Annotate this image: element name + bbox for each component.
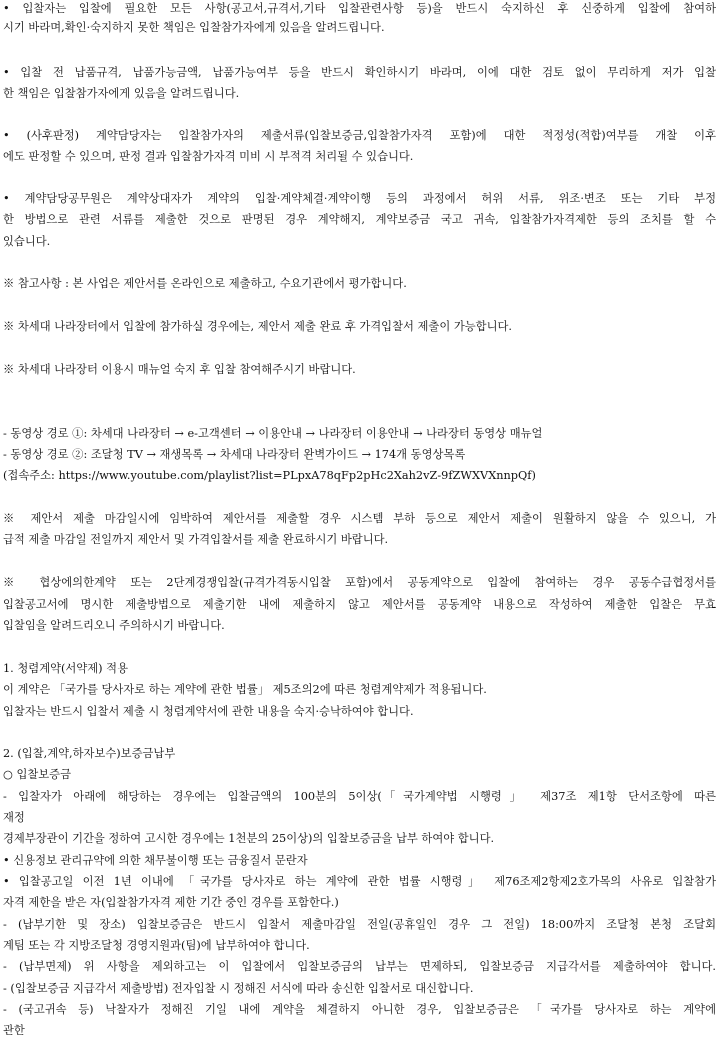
- text-line: 이 계약은 「국가를 당사자로 하는 계약에 관한 법률」 제5조의2에 따른 청렴계약제가 적용됩니다.: [3, 683, 487, 696]
- text-line: 1. 청렴계약(서약제) 적용: [3, 662, 128, 675]
- text-line: 경제부장관이 기간을 정하여 고시한 경우에는 1천분의 25이상)의 입찰보증금을 납부 하여야 합니다.: [3, 832, 495, 845]
- text-line: • 신용정보 관리규약에 의한 채무불이행 또는 금융질서 문란자: [3, 854, 308, 867]
- text-line: 재정: [3, 811, 25, 824]
- text-line: - 동영상 경로 ②: 조달청 TV → 재생목록 → 차세대 나라장터 완벽가이드 → 174개 동영상목록: [3, 448, 466, 461]
- text-line: 에도 판정할 수 있으며, 판정 결과 입찰참가자격 미비 시 부적격 처리될 수 있습니다.: [3, 150, 414, 163]
- text-line: 관한: [3, 1024, 25, 1037]
- text-line: 입찰임을 알려드리오니 주의하시기 바랍니다.: [3, 619, 225, 632]
- text-line: (접속주소: https://www.youtube.com/playlist?list=PLpxA78qFp2pHc2Xah2vZ-9fZWXVXnnpQf): [3, 469, 536, 482]
- text-line: ※ 차세대 나라장터 이용시 매뉴얼 숙지 후 입찰 참여해주시기 바랍니다.: [3, 363, 356, 376]
- text-line: - 동영상 경로 ①: 차세대 나라장터 → e-고객센터 → 이용안내 → 나라장터 이용안내 → 나라장터 동영상 매뉴얼: [3, 427, 543, 440]
- text-line: 한 책임은 입찰참가자에게 있음을 알려드립니다.: [3, 87, 240, 100]
- text-line: - (납부기한 및 장소) 입찰보증금은 반드시 입찰서 제출마감일 전일(공휴일인 경우 그 전일) 18:00까지 조달청 본청 조달회: [3, 918, 716, 931]
- text-line: 입찰자는 반드시 입찰서 제출 시 청렴계약서에 관한 내용을 숙지·승낙하여야 합니다.: [3, 705, 414, 718]
- text-line: - (납부면제) 위 사항을 제외하고는 이 입찰에서 입찰보증금의 납부는 면제하되, 입찰보증금 지급각서를 제출하여야 합니다.: [3, 960, 716, 973]
- text-line: - (국고귀속 등) 낙찰자가 정해진 기일 내에 계약을 체결하지 아니한 경우, 입찰보증금은 「국가를 당사자로 하는 계약에: [3, 1003, 716, 1016]
- text-line: - (입찰보증금 지급각서 제출방법) 전자입찰 시 정해진 서식에 따라 송신한 입찰서로 대신합니다.: [3, 982, 474, 995]
- text-line: • 계약담당공무원은 계약상대자가 계약의 입찰·계약체결·계약이행 등의 과정에서 허위 서류, 위조·변조 또는 기타 부정: [3, 192, 716, 205]
- text-line: - 입찰자가 아래에 해당하는 경우에는 입찰금액의 100분의 5이상(「국가계약법 시행령」 제37조 제1항 단서조항에 따른: [3, 790, 716, 803]
- text-line: • 입찰 전 납품규격, 납품가능금액, 납품가능여부 등을 반드시 확인하시기 바라며, 이에 대한 검토 없이 무리하게 저가 입찰: [3, 66, 716, 79]
- text-line: 한 방법으로 관련 서류를 제출한 것으로 판명된 경우 계약해지, 계약보증금 국고 귀속, 입찰참가자격제한 등의 조치를 할 수: [3, 213, 716, 226]
- text-line: ※ 제안서 제출 마감일시에 임박하여 제안서를 제출할 경우 시스템 부하 등으로 제안서 제출이 원활하지 않을 수 있으니, 가: [3, 512, 716, 525]
- text-line: 입찰공고서에 명시한 제출방법으로 제출기한 내에 제출하지 않고 제안서를 공동계약 내용으로 작성하여 제출한 입찰은 무효: [3, 598, 716, 611]
- text-line: 2. (입찰,계약,하자보수)보증금납부: [3, 747, 176, 760]
- text-line: 급적 제출 마감일 전일까지 제안서 및 가격입찰서를 제출 완료하시기 바랍니다.: [3, 533, 389, 546]
- text-line: • (사후판정) 계약담당자는 입찰참가자의 제출서류(입찰보증금,입찰참가자격 포함)에 대한 적정성(적합)여부를 개찰 이후: [3, 129, 716, 142]
- text-line: 시기 바라며,확인·숙지하지 못한 책임은 입찰참가자에게 있음을 알려드립니다.: [3, 21, 385, 34]
- text-line: • 입찰공고일 이전 1년 이내에 「국가를 당사자로 하는 계약에 관한 법률 시행령」 제76조제2항제2호가목의 사유로 입찰참가: [3, 875, 716, 888]
- text-line: • 입찰자는 입찰에 필요한 모든 사항(공고서,규격서,기타 입찰관련사항 등)을 반드시 숙지하신 후 신중하게 입찰에 참여하: [3, 2, 716, 15]
- text-line: ※ 차세대 나라장터에서 입찰에 참가하실 경우에는, 제안서 제출 완료 후 가격입찰서 제출이 가능합니다.: [3, 320, 512, 333]
- text-line: ○ 입찰보증금: [3, 768, 72, 781]
- text-line: 있습니다.: [3, 235, 51, 248]
- text-line: ※ 참고사항 : 본 사업은 제안서를 온라인으로 제출하고, 수요기관에서 평가합니다.: [3, 277, 407, 290]
- text-line: 계팀 또는 각 지방조달청 경영지원과(팀)에 납부하여야 합니다.: [3, 939, 310, 952]
- text-line: 자격 제한을 받은 자(입찰참가자격 제한 기간 중인 경우를 포함한다.): [3, 896, 339, 909]
- text-line: ※ 협상에의한계약 또는 2단계경쟁입찰(규격가격동시입찰 포함)에서 공동계약으로 입찰에 참여하는 경우 공동수급협정서를: [3, 576, 716, 589]
